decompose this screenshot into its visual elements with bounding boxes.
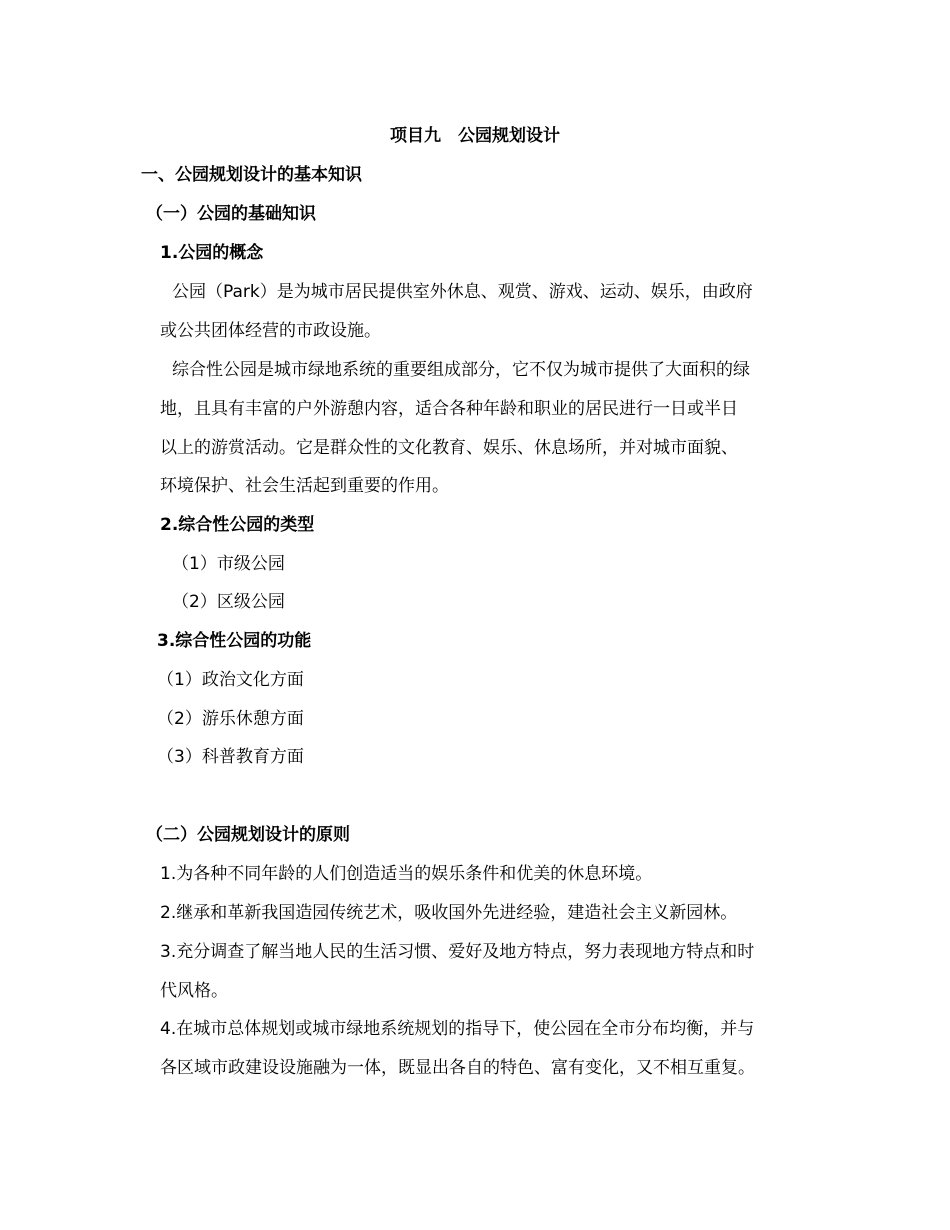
paragraph-line: 或公共团体经营的市政设施。: [160, 321, 381, 341]
principle-line: 代风格。: [160, 981, 228, 1001]
document-title: 项目九 公园规划设计: [390, 126, 560, 146]
list-item: （3）科普教育方面: [157, 747, 304, 767]
list-item: （2）游乐休憩方面: [157, 709, 304, 729]
paragraph-line: 综合性公园是城市绿地系统的重要组成部分，它不仅为城市提供了大面积的绿: [172, 360, 750, 380]
item-heading: 3.综合性公园的功能: [157, 631, 312, 651]
principle-line: 1.为各种不同年龄的人们创造适当的娱乐条件和优美的休息环境。: [160, 864, 653, 884]
item-heading: 1.公园的概念: [160, 243, 264, 263]
subsection-heading: （一）公园的基础知识: [146, 204, 316, 224]
list-item: （1）市级公园: [172, 554, 285, 574]
paragraph-line: 公园（Park）是为城市居民提供室外休息、观赏、游戏、运动、娱乐，由政府: [172, 282, 753, 302]
principle-line: 各区域市政建设设施融为一体，既显出各自的特色、富有变化，又不相互重复。: [160, 1058, 755, 1078]
principle-line: 4.在城市总体规划或城市绿地系统规划的指导下，使公园在全市分布均衡，并与: [160, 1019, 755, 1039]
list-item: （1）政治文化方面: [157, 670, 304, 690]
principle-line: 3.充分调查了解当地人民的生活习惯、爱好及地方特点，努力表现地方特点和时: [160, 942, 755, 962]
subsection-heading: （二）公园规划设计的原则: [146, 825, 350, 845]
paragraph-line: 以上的游赏活动。它是群众性的文化教育、娱乐、休息场所，并对城市面貌、: [160, 438, 738, 458]
paragraph-line: 环境保护、社会生活起到重要的作用。: [160, 476, 449, 496]
list-item: （2）区级公园: [172, 592, 285, 612]
item-heading: 2.综合性公园的类型: [160, 515, 315, 535]
principle-line: 2.继承和革新我国造园传统艺术，吸收国外先进经验，建造社会主义新园林。: [160, 903, 738, 923]
section-heading: 一、公园规划设计的基本知识: [141, 165, 362, 185]
paragraph-line: 地，且具有丰富的户外游憩内容，适合各种年龄和职业的居民进行一日或半日: [160, 399, 738, 419]
